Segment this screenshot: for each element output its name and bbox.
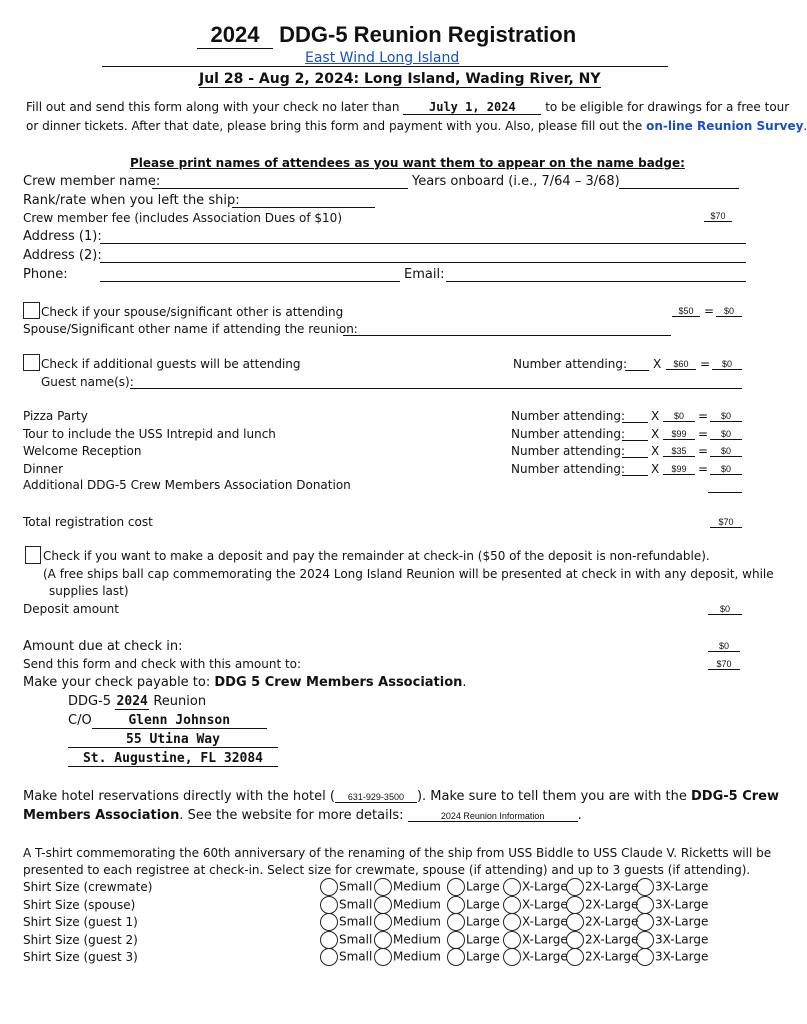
- guests-total[interactable]: $0: [712, 359, 742, 370]
- deposit-note-2: supplies last): [49, 584, 129, 598]
- radio-circle-icon[interactable]: [636, 878, 654, 896]
- spouse-check-label: Check if your spouse/significant other is attending: [41, 305, 344, 319]
- hotel-name-underline: [102, 66, 668, 67]
- address1-label: Address (1):: [23, 229, 102, 244]
- tshirt-intro-2: presented to each registree at check-in. Select size for crewmate, spouse (if attending) and up to 3 guests (if attending).: [23, 863, 751, 877]
- address2-field[interactable]: [100, 262, 746, 263]
- total-value: $70: [710, 517, 742, 528]
- address-city: St. Augustine, FL 32084: [68, 751, 278, 767]
- times-sign: X: [653, 357, 662, 371]
- event-price: $99: [663, 464, 695, 475]
- event-total[interactable]: $0: [710, 446, 742, 457]
- equals-sign: =: [700, 357, 711, 371]
- hotel-line-2: Members Association. See the website for more details: 2024 Reunion Information .: [23, 808, 582, 823]
- radio-circle-icon[interactable]: [636, 913, 654, 931]
- radio-circle-icon[interactable]: [374, 913, 392, 931]
- radio-circle-icon[interactable]: [566, 913, 584, 931]
- hotel-website-link[interactable]: 2024 Reunion Information: [408, 811, 578, 822]
- size-option-2x-large[interactable]: [566, 931, 638, 949]
- radio-circle-icon[interactable]: [320, 896, 338, 914]
- event-price: $35: [663, 446, 695, 457]
- event-label: Tour to include the USS Intrepid and lunch: [23, 426, 276, 441]
- years-onboard-field[interactable]: [619, 188, 739, 189]
- deposit-amount-value[interactable]: $0: [708, 604, 742, 615]
- event-number-label: Number attending:: [511, 444, 625, 458]
- size-option-medium[interactable]: [374, 931, 441, 949]
- times-sign: X: [651, 444, 660, 458]
- size-option-label: Medium: [393, 949, 441, 964]
- dates-location: Jul 28 - Aug 2, 2024: Long Island, Wading River, NY: [199, 71, 601, 87]
- size-option-x-large[interactable]: [503, 878, 568, 896]
- guests-price: $60: [666, 359, 696, 370]
- size-option-small[interactable]: [320, 896, 372, 914]
- donation-field[interactable]: [708, 492, 742, 493]
- payable-line: Make your check payable to: DDG 5 Crew Members Association.: [23, 675, 467, 690]
- size-option-small[interactable]: [320, 913, 372, 931]
- spouse-price: $50: [672, 306, 700, 317]
- size-option-x-large[interactable]: [503, 948, 568, 966]
- send-value: $70: [708, 659, 740, 670]
- radio-circle-icon[interactable]: [566, 931, 584, 949]
- payable-to: DDG 5 Crew Members Association: [214, 675, 463, 690]
- radio-circle-icon[interactable]: [636, 931, 654, 949]
- size-option-label: 3X-Large: [655, 932, 709, 946]
- radio-circle-icon[interactable]: [320, 878, 338, 896]
- hotel-phone[interactable]: 631-929-3500: [335, 792, 417, 803]
- tshirt-row-label: Shirt Size (spouse): [23, 897, 136, 912]
- size-option-x-large[interactable]: [503, 913, 568, 931]
- size-option-medium[interactable]: [374, 948, 441, 966]
- size-option-medium[interactable]: [374, 878, 441, 896]
- radio-circle-icon[interactable]: [374, 931, 392, 949]
- radio-circle-icon[interactable]: [320, 948, 338, 966]
- intro-line-1: Fill out and send this form along with your check no later than July 1, 2024 to be eligible for drawings for a free tour: [26, 100, 790, 114]
- size-option-label: 2X-Large: [585, 897, 639, 911]
- size-option-label: X-Large: [522, 932, 568, 946]
- guest-names-label: Guest name(s):: [41, 375, 134, 389]
- size-option-label: Large: [466, 932, 500, 946]
- title-text: DDG-5 Reunion Registration: [279, 22, 577, 47]
- size-option-label: Small: [339, 914, 373, 929]
- event-number-label: Number attending:: [511, 409, 625, 423]
- event-number-field[interactable]: [622, 440, 648, 441]
- address2-label: Address (2):: [23, 248, 102, 263]
- event-number-field[interactable]: [622, 422, 648, 423]
- deposit-checkbox[interactable]: [25, 546, 41, 564]
- size-option-label: X-Large: [522, 914, 568, 929]
- co-line: C/O Glenn Johnson: [68, 713, 267, 729]
- radio-circle-icon[interactable]: [447, 896, 465, 914]
- size-option-2x-large[interactable]: [566, 913, 638, 931]
- radio-circle-icon[interactable]: [320, 913, 338, 931]
- radio-circle-icon[interactable]: [503, 931, 521, 949]
- size-option-x-large[interactable]: [503, 896, 568, 914]
- rank-field[interactable]: [232, 207, 375, 208]
- equals-sign: =: [698, 444, 709, 458]
- tshirt-row-label: Shirt Size (crewmate): [23, 880, 153, 894]
- crew-name-label: Crew member name:: [23, 174, 161, 189]
- co-name: Glenn Johnson: [92, 713, 267, 729]
- size-option-3x-large[interactable]: [636, 931, 708, 949]
- equals-sign: =: [704, 304, 715, 318]
- event-label: Welcome Reception: [23, 444, 142, 458]
- size-option-label: 2X-Large: [585, 949, 639, 964]
- hotel-line-1: Make hotel reservations directly with the hotel ( 631-929-3500 ). Make sure to tell them you are with the DDG-5 Crew: [23, 789, 779, 804]
- size-option-label: 3X-Large: [655, 897, 709, 911]
- equals-sign: =: [698, 461, 709, 476]
- equals-sign: =: [698, 409, 709, 423]
- size-option-label: Medium: [393, 932, 441, 946]
- phone-field[interactable]: [100, 281, 400, 282]
- radio-circle-icon[interactable]: [374, 948, 392, 966]
- size-option-medium[interactable]: [374, 896, 441, 914]
- email-label: Email:: [404, 267, 445, 282]
- radio-circle-icon[interactable]: [503, 913, 521, 931]
- fee-value: $70: [704, 211, 732, 222]
- size-option-label: Large: [466, 897, 500, 911]
- years-onboard-label: Years onboard (i.e., 7/64 – 3/68): [412, 174, 620, 189]
- size-option-large[interactable]: [447, 913, 500, 931]
- radio-circle-icon[interactable]: [374, 878, 392, 896]
- event-price: $99: [663, 429, 695, 440]
- radio-circle-icon[interactable]: [566, 948, 584, 966]
- size-option-label: Small: [339, 879, 373, 894]
- size-option-3x-large[interactable]: [636, 896, 708, 914]
- deadline-field[interactable]: July 1, 2024: [403, 100, 541, 115]
- tshirt-row-label: Shirt Size (guest 1): [23, 915, 138, 929]
- times-sign: X: [651, 409, 660, 423]
- times-sign: X: [651, 426, 660, 441]
- size-option-label: 2X-Large: [585, 914, 639, 929]
- deposit-check-label: Check if you want to make a deposit and pay the remainder at check-in ($50 of the deposit is non-refundable).: [43, 549, 710, 563]
- size-option-3x-large[interactable]: [636, 878, 708, 896]
- amount-due-label: Amount due at check in:: [23, 639, 183, 654]
- spouse-checkbox[interactable]: [23, 302, 40, 319]
- size-option-label: Small: [339, 897, 373, 911]
- intro-line-2: or dinner tickets. After that date, please bring this form and payment with you. Also, please fill out the on-line Reunion Survey.: [26, 119, 807, 133]
- size-option-small[interactable]: [320, 948, 372, 966]
- guest-names-field[interactable]: [130, 388, 742, 389]
- address-street: 55 Utina Way: [68, 732, 278, 748]
- radio-circle-icon[interactable]: [320, 931, 338, 949]
- radio-circle-icon[interactable]: [447, 948, 465, 966]
- radio-circle-icon[interactable]: [566, 896, 584, 914]
- size-option-label: 3X-Large: [655, 914, 709, 929]
- size-option-2x-large[interactable]: [566, 948, 638, 966]
- page-title: [197, 22, 576, 49]
- size-option-large[interactable]: [447, 931, 500, 949]
- times-sign: X: [651, 461, 660, 476]
- year-field[interactable]: 2024: [197, 22, 273, 49]
- size-option-3x-large[interactable]: [636, 913, 708, 931]
- event-label: Pizza Party: [23, 409, 88, 423]
- size-option-label: Medium: [393, 879, 441, 894]
- event-number-field[interactable]: [622, 475, 648, 476]
- tshirt-row-label: Shirt Size (guest 3): [23, 950, 138, 964]
- radio-circle-icon[interactable]: [503, 896, 521, 914]
- size-option-large[interactable]: [447, 896, 500, 914]
- donation-label: Additional DDG-5 Crew Members Association Donation: [23, 478, 351, 492]
- size-option-3x-large[interactable]: [636, 948, 708, 966]
- amount-due-value: $0: [708, 641, 740, 652]
- spouse-name-label: Spouse/Significant other name if attending the reunion:: [23, 322, 358, 336]
- phone-label: Phone:: [23, 267, 68, 282]
- rank-label: Rank/rate when you left the ship:: [23, 193, 240, 208]
- tshirt-intro-1: A T-shirt commemorating the 60th anniversary of the renaming of the ship from USS Biddle to USS Claude V. Ricketts will be: [23, 846, 772, 860]
- size-option-small[interactable]: [320, 931, 372, 949]
- radio-circle-icon[interactable]: [374, 896, 392, 914]
- size-option-label: X-Large: [522, 949, 568, 964]
- radio-circle-icon[interactable]: [503, 948, 521, 966]
- address-year: 2024: [116, 694, 148, 709]
- fee-label: Crew member fee (includes Association Dues of $10): [23, 211, 343, 225]
- address-line-1: DDG-5 2024 Reunion: [68, 694, 207, 709]
- size-option-label: Small: [339, 932, 373, 946]
- event-total[interactable]: $0: [710, 429, 742, 440]
- address1-field[interactable]: [100, 243, 746, 244]
- equals-sign: =: [698, 426, 709, 441]
- size-option-label: X-Large: [522, 879, 568, 894]
- deposit-note-1: (A free ships ball cap commemorating the 2024 Long Island Reunion will be presented at check in with any deposit, while: [43, 567, 774, 581]
- size-option-label: X-Large: [522, 897, 568, 911]
- size-option-small[interactable]: [320, 878, 372, 896]
- email-field[interactable]: [446, 281, 746, 282]
- event-total[interactable]: $0: [710, 464, 742, 475]
- guests-number-field[interactable]: [625, 370, 649, 371]
- guests-check-label: Check if additional guests will be attending: [41, 357, 301, 371]
- size-option-medium[interactable]: [374, 913, 441, 931]
- event-number-label: Number attending:: [511, 426, 625, 441]
- radio-circle-icon[interactable]: [636, 896, 654, 914]
- radio-circle-icon[interactable]: [447, 913, 465, 931]
- guests-checkbox[interactable]: [23, 354, 40, 371]
- event-price: $0: [663, 411, 695, 422]
- size-option-label: Small: [339, 949, 373, 964]
- size-option-label: Medium: [393, 914, 441, 929]
- size-option-label: Large: [466, 879, 500, 894]
- size-option-large[interactable]: [447, 878, 500, 896]
- event-number-field[interactable]: [622, 457, 648, 458]
- radio-circle-icon[interactable]: [636, 948, 654, 966]
- send-label: Send this form and check with this amount to:: [23, 657, 302, 671]
- badge-note: Please print names of attendees as you want them to appear on the name badge:: [130, 156, 685, 170]
- total-label: Total registration cost: [23, 515, 153, 529]
- size-option-label: Large: [466, 949, 500, 964]
- hotel-name-link[interactable]: East Wind Long Island: [305, 50, 460, 66]
- radio-circle-icon[interactable]: [503, 878, 521, 896]
- size-option-label: Large: [466, 914, 500, 929]
- crew-name-field[interactable]: [152, 188, 408, 189]
- radio-circle-icon[interactable]: [447, 878, 465, 896]
- guests-number-label: Number attending:: [513, 357, 627, 371]
- survey-link[interactable]: on-line Reunion Survey: [646, 119, 804, 133]
- spouse-name-field[interactable]: [343, 335, 671, 336]
- size-option-label: 2X-Large: [585, 932, 639, 946]
- size-option-x-large[interactable]: [503, 931, 568, 949]
- event-label: Dinner: [23, 461, 64, 476]
- size-option-label: Medium: [393, 897, 441, 911]
- size-option-2x-large[interactable]: [566, 896, 638, 914]
- size-option-large[interactable]: [447, 948, 500, 966]
- size-option-label: 3X-Large: [655, 949, 709, 964]
- size-option-2x-large[interactable]: [566, 878, 638, 896]
- size-option-label: 3X-Large: [655, 879, 709, 894]
- event-number-label: Number attending:: [511, 461, 625, 476]
- event-total[interactable]: $0: [710, 411, 742, 422]
- tshirt-row-label: Shirt Size (guest 2): [23, 932, 138, 947]
- radio-circle-icon[interactable]: [566, 878, 584, 896]
- size-option-label: 2X-Large: [585, 879, 639, 894]
- radio-circle-icon[interactable]: [447, 931, 465, 949]
- deposit-amount-label: Deposit amount: [23, 602, 119, 616]
- spouse-total[interactable]: $0: [716, 306, 742, 317]
